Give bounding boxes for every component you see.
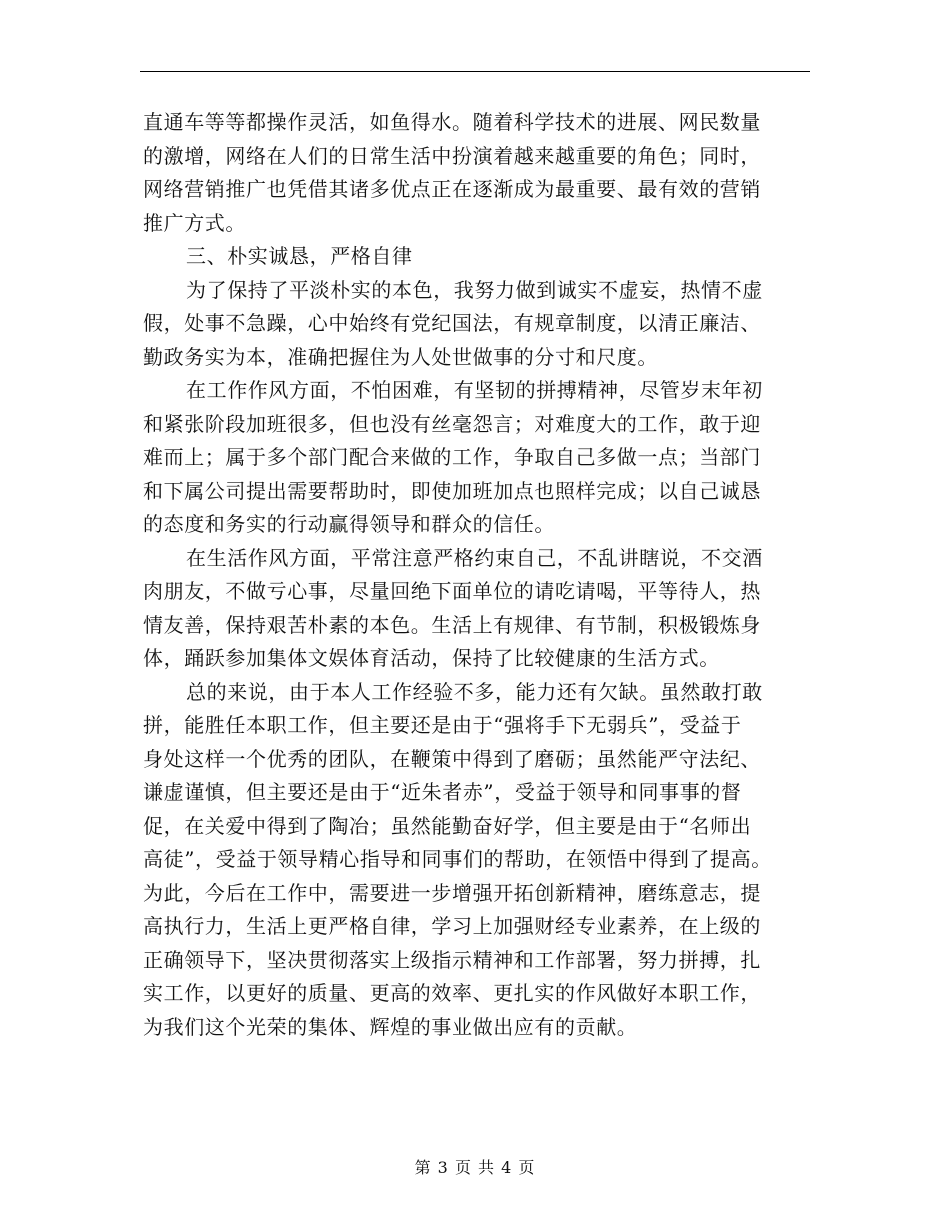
text-line: 肉朋友，不做亏心事，尽量回绝下面单位的请吃请喝，平等待人，热	[143, 579, 761, 603]
text-line: 在工作作风方面，不怕困难，有坚韧的拼搏精神，尽管岁末年初	[186, 378, 763, 402]
text-line: 为我们这个光荣的集体、辉煌的事业做出应有的贡献。	[143, 1014, 638, 1039]
text-line: 假，处事不急躁，心中始终有党纪国法，有规章制度，以清正廉洁、	[143, 311, 761, 335]
text-line: 推广方式。	[143, 210, 246, 235]
text-line: 身处这样一个优秀的团队，在鞭策中得到了磨砺；虽然能严守法纪、	[143, 746, 761, 771]
text-line: 直通车等等都操作灵活，如鱼得水。随着科学技术的进展、网民数量	[143, 110, 761, 134]
text-line: 网络营销推广也凭借其诸多优点正在逐渐成为最重要、最有效的营销	[143, 177, 761, 201]
text-line: 高执行力，生活上更严格自律，学习上加强财经专业素养，在上级的	[143, 914, 761, 938]
text-line: 促，在关爱中得到了陶冶；虽然能勤奋好学，但主要是由于“名师出	[143, 813, 752, 838]
text-line: 拼，能胜任本职工作，但主要还是由于“强将手下无弱兵”，受益于	[143, 713, 742, 737]
text-line: 的态度和务实的行动赢得领导和群众的信任。	[143, 512, 555, 536]
text-line: 总的来说，由于本人工作经验不多，能力还有欠缺。虽然敢打敢	[186, 679, 763, 704]
text-line: 的激增，网络在人们的日常生活中扮演着越来越重要的角色；同时，	[143, 143, 761, 168]
text-line: 和紧张阶段加班很多，但也没有丝毫怨言；对难度大的工作，敢于迎	[143, 411, 761, 436]
text-line: 难而上；属于多个部门配合来做的工作，争取自己多做一点；当部门	[143, 445, 761, 469]
text-line: 体，踊跃参加集体文娱体育活动，保持了比较健康的生活方式。	[143, 646, 720, 670]
text-line: 高徒”，受益于领导精心指导和同事们的帮助，在领悟中得到了提高。	[143, 847, 772, 871]
page-number-footer: 第 3 页 共 4 页	[414, 1158, 536, 1177]
text-line: 实工作，以更好的质量、更高的效率、更扎实的作风做好本职工作，	[143, 981, 761, 1005]
text-line: 在生活作风方面，平常注意严格约束自己，不乱讲瞎说，不交酒	[186, 545, 763, 570]
text-line: 勤政务实为本，准确把握住为人处世做事的分寸和尺度。	[143, 344, 658, 369]
header-rule	[140, 71, 810, 72]
text-line: 谦虚谨慎，但主要还是由于“近朱者赤”，受益于领导和同事事的督	[143, 780, 742, 804]
text-line: 和下属公司提出需要帮助时，即使加班加点也照样完成；以自己诚恳	[143, 478, 761, 503]
body-text	[143, 106, 810, 1044]
text-line: 情友善，保持艰苦朴素的本色。生活上有规律、有节制，积极锻炼身	[143, 612, 761, 637]
text-line: 为了保持了平淡朴实的本色，我努力做到诚实不虚妄，热情不虚	[186, 277, 763, 302]
section-heading: 三、朴实诚恳，严格自律	[186, 244, 413, 268]
text-line: 正确领导下，坚决贯彻落实上级指示精神和工作部署，努力拼搏，扎	[143, 947, 761, 972]
text-line: 为此，今后在工作中，需要进一步增强开拓创新精神，磨练意志，提	[143, 880, 761, 905]
